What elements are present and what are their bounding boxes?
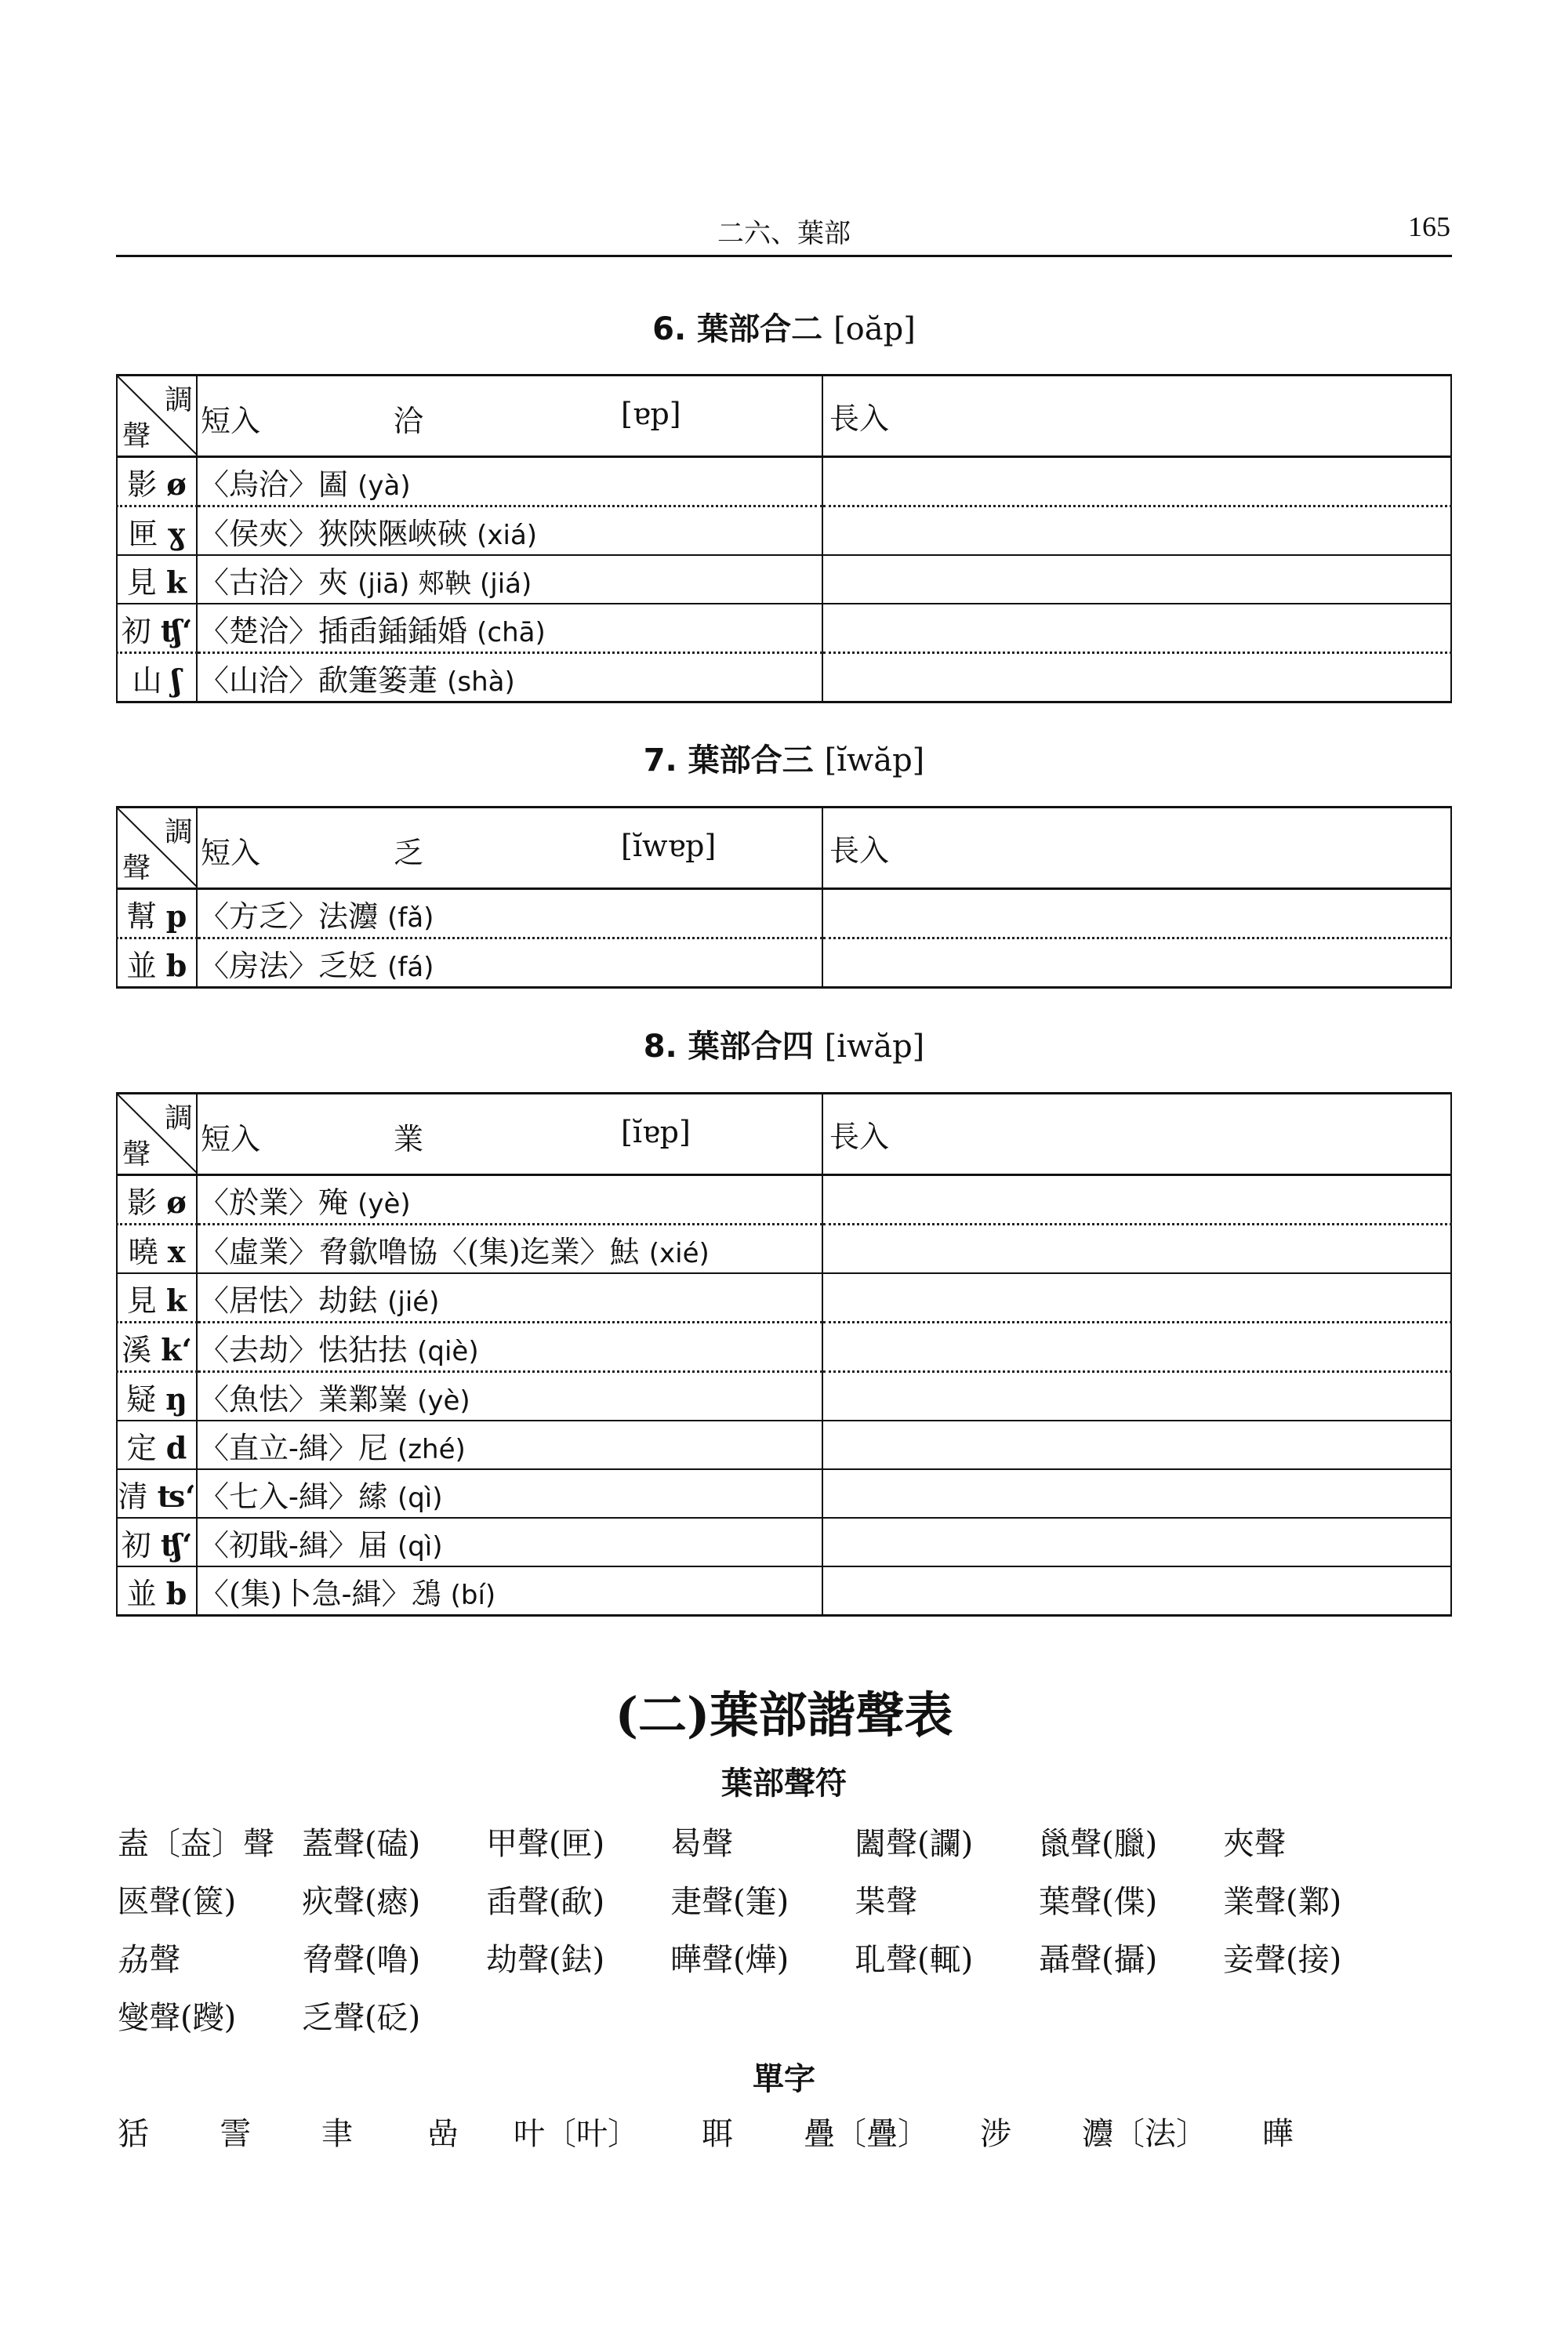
table-row [117, 1566, 1451, 1616]
pinyin: (shà) [447, 666, 515, 698]
fanqie-and-chars: 〈魚怯〉業鄴嶪 [199, 1381, 408, 1417]
pinyin: (bí) [450, 1579, 496, 1611]
short-entering-cell [197, 1566, 822, 1616]
rhyme-ipa: [ĭwɐp] [621, 829, 717, 863]
single-heading: 單字 [753, 2061, 815, 2097]
fanqie-and-chars: 〈古洽〉夾 [199, 564, 349, 600]
long-entering-cell [822, 1469, 1451, 1518]
table-title-text: 6. 葉部合二 [652, 311, 823, 347]
initial-ipa: ŋ [165, 1381, 187, 1417]
table-title-text: 7. 葉部合三 [643, 742, 814, 779]
initial-name: 曉 [128, 1234, 158, 1269]
long-entering-cell [822, 1372, 1451, 1421]
initial-ipa: k [165, 564, 187, 600]
initial-cell [117, 506, 197, 556]
rhyme-ipa: [ɐp] [621, 397, 681, 431]
pinyin: (yè) [417, 1385, 470, 1417]
initial-ipa: b [165, 947, 187, 983]
rhyme-char: 洽 [394, 404, 424, 438]
long-entering-cell [822, 1518, 1451, 1566]
single-char: 霅 [220, 2116, 251, 2152]
phonetic-item: 劫聲(鉣) [486, 1942, 605, 1978]
short-entering-cell [197, 555, 822, 604]
short-entering-label: 短入 [201, 404, 261, 438]
corner-initial-label: 聲 [122, 420, 151, 452]
table-title [0, 735, 1568, 780]
initial-name: 影 [127, 466, 158, 502]
initial-cell [117, 1518, 197, 1566]
initial-name: 山 [132, 662, 162, 698]
fanqie-and-chars: 〈(集)卜急-緝〉鴔 [199, 1576, 441, 1611]
table-row [117, 1273, 1451, 1323]
initial-name: 匣 [128, 516, 158, 551]
initial-ipa: ɣ [167, 515, 186, 551]
table-title [0, 1022, 1568, 1066]
corner-tone-label: 調 [164, 816, 193, 848]
long-entering-cell [822, 1421, 1451, 1469]
initial-ipa: kʻ [161, 1331, 192, 1367]
pinyin: (xiá) [477, 519, 538, 551]
single-char: 聑 [702, 2116, 733, 2152]
phonetic-item: 曷聲 [670, 1826, 733, 1862]
short-entering-cell [197, 1323, 822, 1372]
table-row [117, 1372, 1451, 1421]
single-char: 曄 [1262, 2116, 1294, 2152]
short-entering-cell [197, 1175, 822, 1225]
page-number: 165 [1408, 211, 1450, 242]
pinyin: (qì) [397, 1482, 443, 1514]
phonetic-item: 盍〔盇〕聲 [118, 1826, 274, 1862]
fanqie-and-chars: 〈初戢-緝〉届 [199, 1527, 388, 1563]
initial-name: 見 [126, 1283, 157, 1318]
long-entering-header: 長入 [822, 1094, 1451, 1175]
single-char: 叶〔叶〕 [514, 2116, 639, 2152]
long-entering-cell [822, 653, 1451, 702]
corner-initial-label: 聲 [122, 1138, 151, 1171]
short-entering-label: 短入 [201, 1122, 261, 1156]
table-header-row [117, 808, 1451, 889]
pinyin: (jiā) 郟鞅 (jiá) [358, 568, 532, 600]
pinyin: (fǎ) [387, 902, 434, 934]
fanqie-and-chars: 〈房法〉乏姂 [199, 948, 379, 983]
initial-name: 定 [126, 1430, 157, 1465]
long-entering-cell [822, 1175, 1451, 1225]
rhyme-ipa: [ĭɐp] [621, 1115, 691, 1149]
short-entering-label: 短入 [201, 836, 261, 870]
table-row [117, 457, 1451, 506]
phonetic-item: 疢聲(瘱) [302, 1884, 421, 1920]
pinyin: (qiè) [417, 1335, 479, 1367]
initial-name: 並 [126, 948, 157, 983]
short-entering-header-content [198, 808, 822, 887]
initial-ipa: ø [166, 1184, 187, 1220]
table-header-row [117, 1094, 1451, 1175]
table-row [117, 1469, 1451, 1518]
table-title [0, 304, 1568, 349]
long-entering-cell [822, 604, 1451, 653]
fanqie-and-chars: 〈居怯〉劫鉣 [199, 1283, 379, 1318]
short-entering-cell [197, 1372, 822, 1421]
long-entering-cell [822, 1225, 1451, 1274]
phonetic-item: 脅聲(噜) [302, 1942, 421, 1978]
long-entering-cell [822, 1323, 1451, 1372]
initial-cell [117, 1469, 197, 1518]
table-title-ipa: [oăp] [833, 311, 916, 347]
short-entering-header-content [198, 1094, 822, 1174]
rhyme-table [116, 1092, 1452, 1617]
phonetic-item: 巤聲(臘) [1039, 1826, 1158, 1862]
long-entering-cell [822, 889, 1451, 938]
rhyme-table [116, 374, 1452, 703]
initial-ipa: ʧʻ [160, 612, 193, 648]
single-char: 嵒 [427, 2116, 459, 2152]
initial-ipa: x [167, 1233, 186, 1269]
pinyin: (yà) [358, 470, 411, 502]
table-row [117, 604, 1451, 653]
short-entering-header-content [198, 376, 822, 456]
phonetic-item: 劦聲 [118, 1942, 180, 1978]
initial-cell [117, 1566, 197, 1616]
short-entering-header [197, 808, 822, 889]
initial-ipa: ø [166, 466, 187, 502]
short-entering-cell [197, 1225, 822, 1274]
phonetic-item: 蓋聲(磕) [302, 1826, 421, 1862]
initial-ipa: ʃ [171, 662, 182, 698]
rhyme-table [116, 806, 1452, 989]
initial-cell [117, 1273, 197, 1323]
phonetic-item: 闔聲(讕) [855, 1826, 974, 1862]
long-entering-header: 長入 [822, 808, 1451, 889]
initial-cell [117, 1421, 197, 1469]
table-header-row [117, 376, 1451, 457]
pinyin: (chā) [477, 616, 546, 648]
pinyin: (fá) [387, 951, 434, 983]
initial-name: 並 [126, 1576, 157, 1611]
single-char: 涉 [980, 2116, 1011, 2152]
corner-tone-label: 調 [164, 384, 193, 416]
pinyin: (yè) [358, 1188, 411, 1220]
table-row [117, 1323, 1451, 1372]
phonetic-item: 妾聲(接) [1223, 1942, 1342, 1978]
single-char: 疊〔疊〕 [804, 2116, 929, 2152]
pinyin: (qì) [397, 1530, 443, 1563]
fanqie-and-chars: 〈侯夾〉狹陝陿峽硤 [199, 516, 468, 551]
fanqie-and-chars: 〈七入-緝〉䌇 [199, 1479, 388, 1514]
phonetic-item: 夾聲 [1223, 1826, 1286, 1862]
fanqie-and-chars: 〈直立-緝〉尼 [199, 1430, 388, 1465]
phonetic-item: 匧聲(篋) [118, 1884, 237, 1920]
table-row [117, 1175, 1451, 1225]
initial-ipa: k [165, 1282, 187, 1318]
phonetic-item: 乏聲(砭) [302, 2000, 421, 2036]
initial-name: 疑 [126, 1381, 157, 1417]
table-title-ipa: [iwăp] [824, 1029, 925, 1065]
initial-name: 初 [121, 1527, 151, 1563]
initial-cell [117, 457, 197, 506]
long-entering-header: 長入 [822, 376, 1451, 457]
short-entering-cell [197, 457, 822, 506]
fanqie-and-chars: 〈烏洽〉圔 [199, 466, 349, 502]
initial-cell [117, 604, 197, 653]
corner-cell [117, 808, 197, 889]
long-entering-cell [822, 506, 1451, 556]
fanqie-and-chars: 〈於業〉殗 [199, 1185, 349, 1220]
short-entering-cell [197, 889, 822, 938]
rhyme-char: 業 [394, 1122, 424, 1156]
short-entering-cell [197, 506, 822, 556]
initial-cell [117, 1372, 197, 1421]
phonetic-item: 業聲(鄴) [1223, 1884, 1342, 1920]
corner-cell [117, 1094, 197, 1175]
initial-name: 見 [126, 564, 157, 600]
initial-cell [117, 889, 197, 938]
phonetic-item: 耴聲(輒) [855, 1942, 974, 1978]
table-row [117, 1225, 1451, 1274]
pinyin: (jié) [387, 1286, 440, 1318]
long-entering-cell [822, 938, 1451, 988]
rhyme-char: 乏 [394, 836, 424, 870]
corner-initial-label: 聲 [122, 852, 151, 884]
long-entering-cell [822, 457, 1451, 506]
phonetic-item: 曄聲(燁) [670, 1942, 789, 1978]
phonetic-item: 臿聲(歃) [486, 1884, 605, 1920]
running-head: 二六、葉部 [717, 218, 851, 249]
initial-name: 清 [118, 1479, 148, 1514]
table-row [117, 506, 1451, 556]
short-entering-cell [197, 1273, 822, 1323]
section-heading: (二)葉部諧聲表 [615, 1686, 953, 1744]
fanqie-and-chars: 〈山洽〉歃箑篓萐 [199, 662, 438, 698]
fanqie-and-chars: 〈去劫〉怯狜抾 [199, 1332, 408, 1367]
initial-name: 溪 [122, 1332, 152, 1367]
table-row [117, 889, 1451, 938]
short-entering-cell [197, 938, 822, 988]
long-entering-cell [822, 1566, 1451, 1616]
phonetic-item: 枼聲 [855, 1884, 917, 1920]
phonetic-item: 甲聲(匣) [486, 1826, 605, 1862]
initial-cell [117, 1225, 197, 1274]
short-entering-header [197, 376, 822, 457]
initial-ipa: d [165, 1429, 187, 1465]
table-title-ipa: [ĭwăp] [824, 742, 925, 779]
short-entering-cell [197, 653, 822, 702]
initial-cell [117, 653, 197, 702]
short-entering-cell [197, 604, 822, 653]
initial-ipa: p [165, 898, 187, 934]
table-row [117, 555, 1451, 604]
initial-cell [117, 555, 197, 604]
phonetic-item: 疌聲(箑) [670, 1884, 789, 1920]
short-entering-cell [197, 1518, 822, 1566]
initial-name: 影 [127, 1185, 158, 1220]
corner-tone-label: 調 [164, 1102, 193, 1134]
single-char: 狧 [118, 2116, 149, 2152]
single-char: 灋〔法〕 [1082, 2116, 1207, 2152]
long-entering-cell [822, 555, 1451, 604]
table-row [117, 653, 1451, 702]
phonetic-heading: 葉部聲符 [721, 1766, 847, 1802]
corner-cell [117, 376, 197, 457]
table-row [117, 1421, 1451, 1469]
phonetic-item: 葉聲(偞) [1039, 1884, 1158, 1920]
table-row [117, 938, 1451, 988]
fanqie-and-chars: 〈虛業〉脅歙噜協〈(集)迄業〉魼 [199, 1234, 640, 1269]
single-char: 聿 [321, 2116, 353, 2152]
phonetic-item: 燮聲(躞) [118, 2000, 237, 2036]
initial-ipa: b [165, 1575, 187, 1611]
short-entering-header [197, 1094, 822, 1175]
header-rule [116, 255, 1452, 257]
initial-name: 幫 [126, 898, 157, 934]
short-entering-cell [197, 1469, 822, 1518]
long-entering-cell [822, 1273, 1451, 1323]
initial-cell [117, 1323, 197, 1372]
initial-ipa: ʧʻ [160, 1526, 193, 1563]
initial-cell [117, 1175, 197, 1225]
table-title-text: 8. 葉部合四 [643, 1029, 814, 1065]
initial-name: 初 [121, 613, 151, 648]
fanqie-and-chars: 〈楚洽〉插臿鍤鍤婚 [199, 613, 468, 648]
short-entering-cell [197, 1421, 822, 1469]
pinyin: (zhé) [397, 1433, 466, 1465]
initial-ipa: ʦʻ [157, 1478, 196, 1514]
pinyin: (xié) [648, 1237, 710, 1269]
fanqie-and-chars: 〈方乏〉法灋 [199, 898, 379, 934]
phonetic-item: 聶聲(攝) [1039, 1942, 1158, 1978]
table-row [117, 1518, 1451, 1566]
initial-cell [117, 938, 197, 988]
